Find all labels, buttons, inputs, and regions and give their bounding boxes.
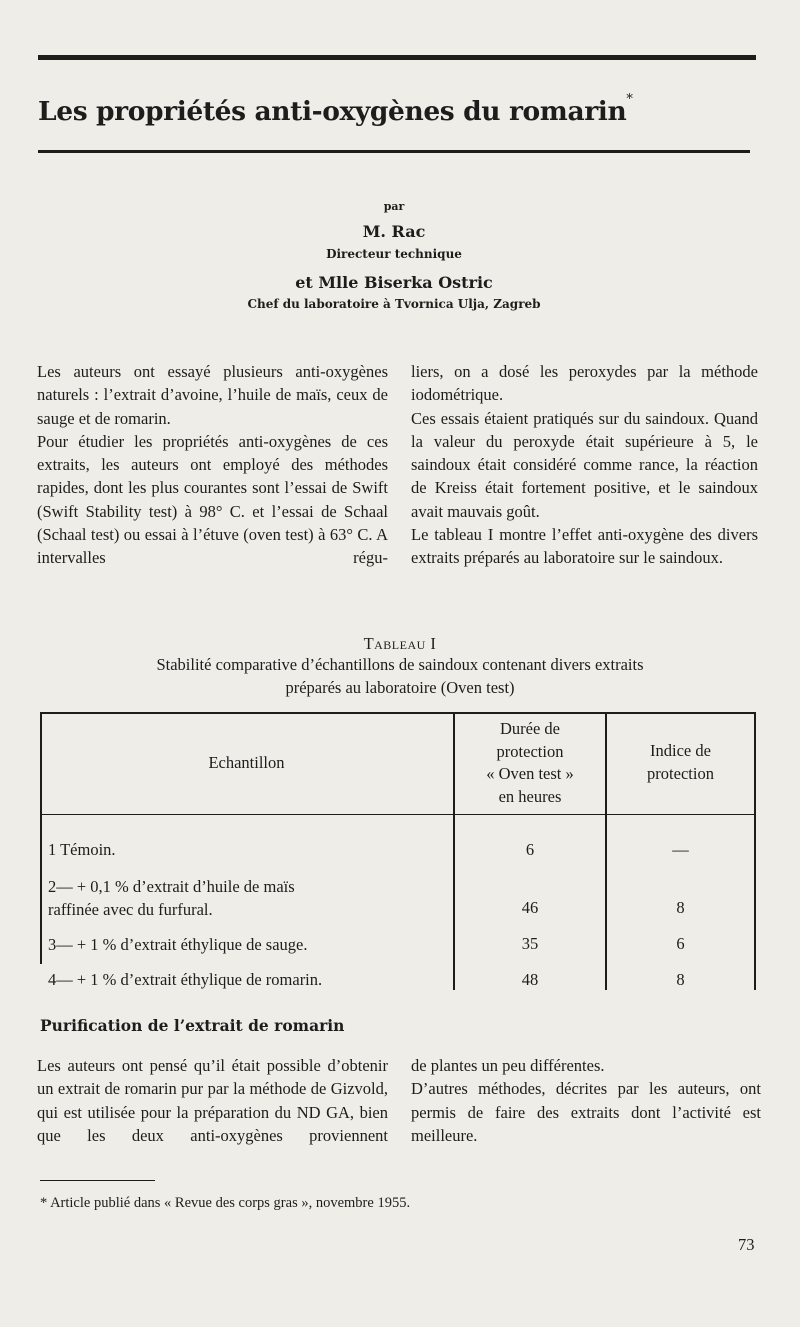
intro-column-right	[411, 360, 758, 570]
table-caption-line-1: Stabilité comparative d’échantillons de saindoux contenant divers extraits	[156, 655, 644, 674]
header-sample: Echantillon	[208, 753, 285, 772]
author-2: et Mlle Biserka Ostric	[295, 273, 493, 292]
table-row-4-label: 4— + 1 % d’extrait éthylique de romarin.	[48, 970, 323, 989]
top-rule	[38, 55, 756, 60]
title-rule	[38, 150, 750, 153]
table-row-3-label: 3— + 1 % d’extrait éthylique de sauge.	[48, 935, 308, 954]
section-paragraph: D’autres méthodes, décrites par les auteurs, ont permis de faire des extraits dont l’activité est meilleure.	[411, 1079, 761, 1145]
table-label-text: Tableau I	[363, 634, 437, 653]
table-label	[40, 634, 760, 654]
section-heading: Purification de l’extrait de romarin	[40, 1016, 345, 1035]
header-duration-line: en heures	[498, 786, 562, 806]
author-1-role: Directeur technique	[326, 247, 462, 261]
table-row-1-index: —	[672, 840, 689, 859]
section-paragraph: de plantes un peu différentes.	[411, 1056, 605, 1075]
section-column-right	[411, 1054, 761, 1147]
author-1: M. Rac	[362, 222, 426, 241]
author-2-role: Chef du laboratoire à Tvornica Ulja, Zagreb	[247, 297, 541, 311]
intro-paragraph: Les auteurs ont essayé plusieurs anti-oxygènes naturels : l’extrait d’avoine, l’huile de maïs, ceux de sauge et de romarin.	[37, 362, 388, 428]
intro-paragraph: Ces essais étaient pratiqués sur du saindoux. Quand la valeur du peroxyde était supérieure à 5, le saindoux était considéré comme rance, la réaction de Kreiss était fortement positive, et le saindoux avait mauvais goût.	[411, 408, 758, 521]
table-row-3-duration: 35	[521, 934, 539, 953]
table-row-3-index: 6	[676, 934, 685, 953]
header-duration-line: Durée de	[499, 719, 560, 738]
title-text: Les propriétés anti-oxygènes du romarin	[38, 96, 627, 127]
header-index	[607, 740, 754, 785]
table-row-2-duration: 46	[521, 898, 539, 917]
section-paragraph: Les auteurs ont pensé qu’il était possible d’obtenir un extrait de romarin pur par la méthode de Gizvold, qui est utilisée pour la préparation du ND GA, bien que les deux anti-oxygènes proviennent	[37, 1056, 388, 1145]
intro-column-left	[37, 360, 388, 570]
byline-par: par	[383, 200, 405, 213]
header-duration-line: « Oven test »	[486, 764, 574, 783]
table-left-border	[40, 712, 42, 964]
footnote: * Article publié dans « Revue des corps gras », novembre 1955.	[40, 1195, 411, 1211]
table-row-2-label-cont: raffinée avec du furfural.	[48, 900, 213, 919]
title-footnote-marker: *	[626, 92, 633, 107]
table-row-2-index: 8	[676, 898, 685, 917]
header-index-line: Indice de	[650, 741, 711, 760]
stability-table	[40, 712, 756, 990]
section-column-left	[37, 1054, 388, 1147]
table-row-1-label: 1 Témoin.	[48, 840, 116, 859]
header-duration	[455, 718, 605, 808]
article-title	[38, 92, 760, 127]
table-row-1-duration: 6	[525, 840, 535, 859]
table-top-rule	[40, 712, 756, 714]
intro-paragraph: Le tableau I montre l’effet anti-oxygène des divers extraits préparés au laboratoire sur le saindoux.	[411, 525, 758, 568]
intro-paragraph: liers, on a dosé les peroxydes par la méthode iodométrique.	[411, 362, 758, 405]
table-right-border	[754, 712, 756, 990]
header-index-line: protection	[647, 763, 714, 783]
table-row-2-label: 2— + 0,1 % d’extrait d’huile de maïs	[48, 877, 295, 896]
footnote-rule	[40, 1180, 155, 1181]
table-row-4-duration: 48	[521, 970, 539, 989]
intro-paragraph: Pour étudier les propriétés anti-oxygènes de ces extraits, les auteurs ont employé des méthodes rapides, dont les plus courantes sont l’essai de Swift (Swift Stability test) à 98° C. et l’essai de Schaal (Schaal test) ou essai à l’étuve (oven test) à 63° C. A intervalles régu-	[37, 431, 388, 568]
page-number: 73	[738, 1235, 755, 1254]
header-duration-line: protection	[496, 741, 564, 761]
table-caption-line-2: préparés au laboratoire (Oven test)	[285, 678, 515, 697]
table-header-rule	[40, 814, 756, 815]
table-row-4-index: 8	[676, 970, 685, 989]
